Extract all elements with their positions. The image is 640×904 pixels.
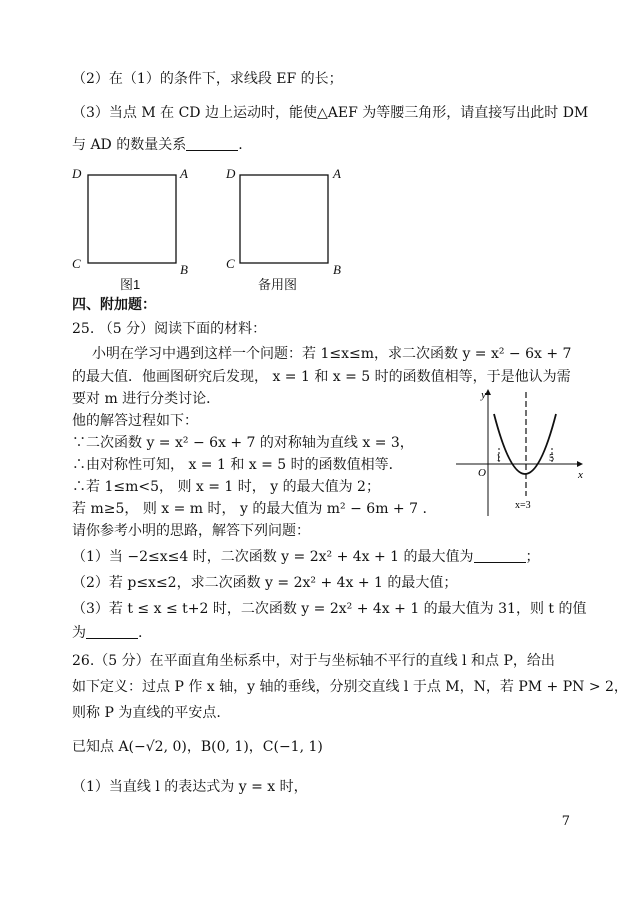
page-number: 7 [561,814,570,829]
q24-part3-line1: （3）当点 M 在 CD 边上运动时，能使△AEF 为等腰三角形，请直接写出此时 DM [72,105,589,121]
square-figures [0,0,640,300]
q26-line1: 26.（5 分）在平面直角坐标系中，对于与坐标轴不平行的直线 l 和点 P，给出 [72,653,555,669]
tick-5-label: 5 [549,453,554,464]
x-axis-label: x [578,469,583,481]
symmetry-axis-label: x=3 [515,500,531,511]
q24-part3-end: . [238,137,243,153]
q25-sub1 [72,548,540,566]
q25-line8: 若 m≥5， 则 x = m 时， y 的最大值为 m² − 6m + 7 . [72,501,427,517]
q25-line5: ∵二次函数 y = x² − 6x + 7 的对称轴为直线 x = 3， [72,435,414,451]
q26-line5: （1）当直线 l 的表达式为 y = x 时， [72,779,308,795]
q25-sub3-text: 为 [72,625,86,641]
q25-line2: 的最大值．他画图研究后发现， x = 1 和 x = 5 时的函数值相等，于是他认为需 [72,369,571,385]
square1-label-d: D [72,166,82,181]
q25-line6: ∴由对称性可知， x = 1 和 x = 5 时的函数值相等． [72,457,403,473]
answer-blank [474,548,526,563]
q25-sub3-line2 [72,624,142,642]
figure1-caption: 图1 [120,277,141,292]
square-1 [88,175,176,263]
origin-label: O [478,467,486,479]
y-axis-label: y [481,389,486,401]
q26-line4: 已知点 A(−√2, 0)，B(0, 1)，C(−1, 1) [72,739,323,755]
q24-part2: （2）在（1）的条件下，求线段 EF 的长； [72,71,343,87]
square2-label-c: C [226,256,235,271]
square1-label-a: A [180,166,188,181]
parabola-graph [448,384,598,520]
q25-line1: 小明在学习中遇到这样一个问题：若 1≤x≤m，求二次函数 y = x² − 6x + 7 [92,346,572,362]
q25-sub3-line1: （3）若 t ≤ x ≤ t+2 时，二次函数 y = 2x² + 4x + 1 的最大值为 31，则 t 的值 [72,601,587,617]
q25-sub3-end: . [138,625,143,641]
q25-line4: 他的解答过程如下： [72,413,198,429]
q25-sub1-text: （1）当 −2≤x≤4 时，二次函数 y = 2x² + 4x + 1 的最大值为 [72,549,474,565]
q25-line9: 请你参考小明的思路，解答下列问题： [72,523,310,539]
q26-line2: 如下定义：过点 P 作 x 轴，y 轴的垂线，分别交直线 l 于点 M，N，若 PM + PN > 2， [72,679,628,695]
square1-label-b: B [180,262,188,277]
section-heading: 四、附加题： [72,297,156,313]
square-2 [240,175,328,263]
answer-blank [86,624,138,639]
square2-label-d: D [226,166,236,181]
q25-line7: ∴若 1≤m<5， 则 x = 1 时， y 的最大值为 2； [72,479,380,495]
q26-line3: 则称 P 为直线的平安点. [72,705,221,721]
q25-line3: 要对 m 进行分类讨论． [72,391,221,407]
tick-1-label: 1 [496,453,501,464]
square2-label-b: B [333,262,341,277]
q25-sub1-end: ； [525,549,540,565]
q25-sub2: （2）若 p≤x≤2，求二次函数 y = 2x² + 4x + 1 的最大值； [72,575,458,591]
figure2-caption: 备用图 [258,277,298,292]
parabola-curve [494,414,556,474]
square2-label-a: A [333,166,341,181]
q24-part3-text: 与 AD 的数量关系 [72,137,187,153]
q25-title: 25. （5 分）阅读下面的材料： [72,321,267,337]
square1-label-c: C [72,256,81,271]
